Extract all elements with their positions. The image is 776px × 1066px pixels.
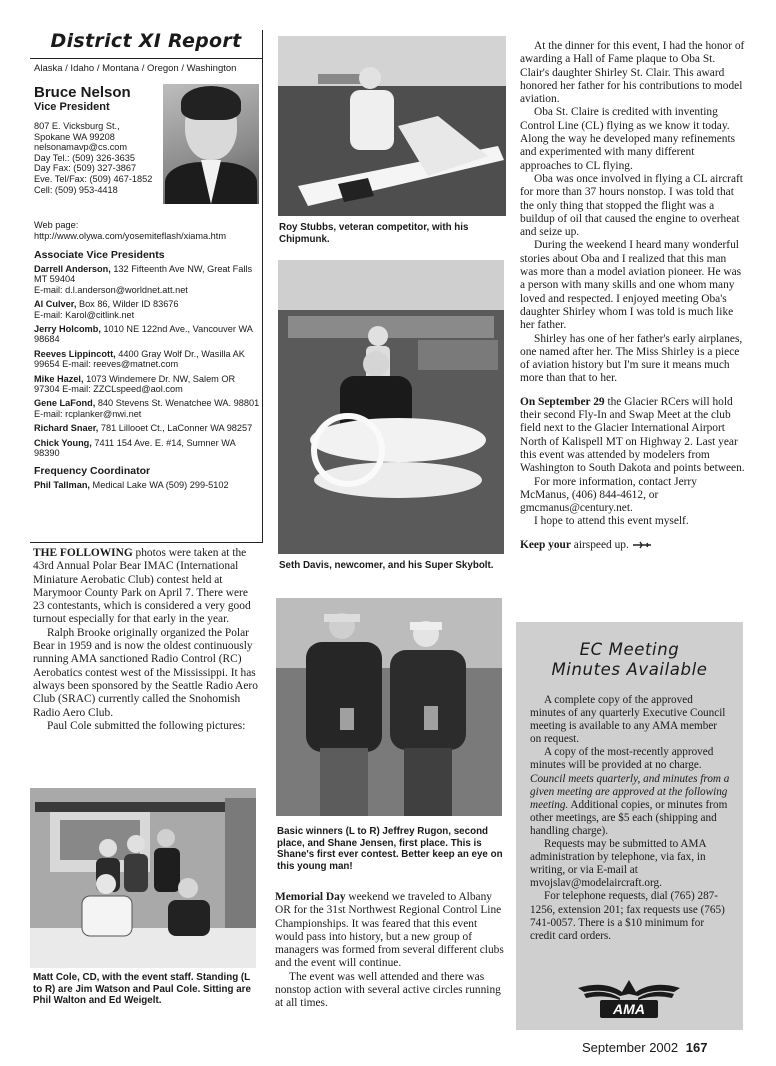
ec-paragraph: A copy of the most-recently approved minutes will be provided at no charge. Council meets quarterly, and minutes from a given meeting are approved at the following meeting. Additional copies, or minutes from other meetings, are $5 each (shipping and handling charge). <box>530 746 730 837</box>
associate-entry: Al Culver, Box 86, Wilder ID 83676 E-mail: Karol@citlink.net <box>34 299 179 320</box>
associate-entry: Gene LaFond, 840 Stevens St. Wenatchee WA. 98801 E-mail: rcplanker@nwi.net <box>34 398 260 419</box>
associate-entry: Richard Snaer, 781 Lillooet Ct., LaConner WA 98257 <box>34 423 253 434</box>
signoff: Keep your airspeed up. <box>520 539 746 552</box>
basic-caption: Basic winners (L to R) Jeffrey Rugon, second place, and Shane Jensen, first place. This is Shane's first ever contest. Better keep an eye on this young man! <box>277 826 503 872</box>
basic-winners-photo <box>276 598 502 816</box>
ec-paragraph: A complete copy of the approved minutes of any quarterly Executive Council meeting is available to any AMA member on request. <box>530 694 726 746</box>
ec-paragraph: Requests may be submitted to AMA administration by telephone, via fax, in writing, or via E-mail at mvojslav@modelaircraft.org. <box>530 838 706 890</box>
ec-paragraph: For telephone requests, dial (765) 287-1256, extension 201; fax requests use (765) 741-0057. There is a $10 minimum for credit card orders. <box>530 890 725 942</box>
memorial-day-article <box>275 891 505 1011</box>
seth-davis-photo <box>278 260 504 554</box>
ama-logo <box>574 974 684 1020</box>
article-paragraph: Oba St. Claire is credited with inventing Control Line (CL) flying as we know it today. Along the way he developed many refinements and experimented with many different approaches to CL flying. <box>520 106 736 172</box>
article-paragraph: Oba was once involved in flying a CL aircraft for more than 37 hours nonstop. I was told that the only thing that stopped the flight was a buildup of oil that caused the engine to overheat and seize up. <box>520 172 743 239</box>
district-title: District XI Report <box>50 30 242 52</box>
vp-portrait-photo <box>163 84 259 204</box>
article-paragraph: Paul Cole submitted the following pictures: <box>47 719 246 732</box>
article-paragraph: Shirley has one of her father's early airplanes, one named after her. The Miss Shirley is a piece of aviation history but I'm sure it means much more than that to her. <box>520 332 743 385</box>
vp-fax: Day Fax: (509) 327-3867 <box>34 163 137 174</box>
airplane-icon <box>632 541 652 550</box>
event-staff-photo <box>30 788 256 968</box>
oba-article <box>520 40 746 552</box>
vp-web-label: Web page: <box>34 220 79 230</box>
ec-body <box>516 694 743 943</box>
associates-heading: Associate Vice Presidents <box>34 249 165 261</box>
page-footer <box>582 1040 707 1055</box>
vp-title: Vice President <box>34 101 110 113</box>
article-paragraph: Memorial Day weekend we traveled to Albany OR for the 31st Northwest Regional Control Line Championships. It was feared that this event would pass into history, but a new group of managers was formed from several different clubs and the event will continue. <box>275 891 504 970</box>
vp-web-link[interactable]: http://www.olywa.com/yosemiteflash/xiama.htm <box>34 230 226 241</box>
page-number: 167 <box>685 1040 708 1055</box>
vp-eve-phone: Eve. Tel/Fax: (509) 467-1852 <box>34 173 153 184</box>
vp-address-line: 807 E. Vicksburg St., <box>34 121 120 131</box>
article-paragraph: Ralph Brooke originally organized the Polar Bear in 1959 and is now the oldest continuously running AMA sanctioned Radio Control (RC) Aerobatics contest west of the Mississippi. It has always been sponsored by the Seattle Radio Aero Club (SRAC) currently called the Snohomish Radio Aero Club. <box>33 626 258 719</box>
vp-cell: Cell: (509) 953-4418 <box>34 184 118 195</box>
roy-caption: Roy Stubbs, veteran competitor, with his Chipmunk. <box>279 222 469 245</box>
vp-phone: Day Tel.: (509) 326-3635 <box>34 152 135 163</box>
vp-web <box>34 220 262 241</box>
article-paragraph: I hope to attend this event myself. <box>534 515 689 528</box>
seth-caption: Seth Davis, newcomer, and his Super Skybolt. <box>279 560 494 571</box>
vp-address <box>34 121 164 195</box>
polar-bear-article <box>33 547 259 733</box>
freq-heading: Frequency Coordinator <box>34 464 151 477</box>
issue-date: September 2002 <box>582 1040 679 1055</box>
freq-coordinator: Phil Tallman, Medical Lake WA (509) 299-5102 <box>34 479 229 490</box>
district-states: Alaska / Idaho / Montana / Oregon / Washington <box>34 63 237 74</box>
associate-entry: Chick Young, 7411 154 Ave. E. #14, Sumner WA 98390 <box>34 437 236 459</box>
ama-logo-text: AMA <box>613 1001 645 1017</box>
associate-entry: Reeves Lippincott, 4400 Gray Wolf Dr., Wasilla AK 99654 E-mail: reeves@matnet.com <box>34 348 245 370</box>
staff-caption: Matt Cole, CD, with the event staff. Standing (L to R) are Jim Watson and Paul Cole. Sitting are Phil Walton and Ed Weigelt. <box>33 972 251 1006</box>
vp-block <box>30 84 262 216</box>
vp-name: Bruce Nelson <box>34 84 131 101</box>
ec-title: EC Meeting Minutes Available <box>551 640 708 679</box>
vp-address-line: Spokane WA 99208 <box>34 131 115 142</box>
article-paragraph: At the dinner for this event, I had the honor of awarding a Hall of Fame plaque to Oba St. Clair's daughter Shirley St. Clair. This award honored her father for his contributions to model aviation. <box>520 40 745 106</box>
title-rule <box>30 58 262 59</box>
associate-entry: Mike Hazel, 1073 Windemere Dr. NW, Salem OR 97304 E-mail: ZZCLspeed@aol.com <box>34 373 236 395</box>
ec-meeting-box <box>516 622 743 1030</box>
article-paragraph: The event was well attended and there was nonstop action with several active circles running at all times. <box>275 970 501 1010</box>
article-paragraph: For more information, contact Jerry McManus, (406) 844-4612, or gmcmanus@century.net. <box>520 475 697 515</box>
district-info-box <box>30 30 263 543</box>
article-paragraph: On September 29 the Glacier RCers will hold their second Fly-In and Swap Meet at the club field next to the Glacier International Airport North of Kalispell MT on Highway 2. Last year this event was attended by modelers from Washington to South Dakota and points between. <box>520 395 745 475</box>
article-paragraph: THE FOLLOWING photos were taken at the 43rd Annual Polar Bear IMAC (International Miniature Aerobatic Club) contest held at Marymoor County Park on April 7. There were 23 contestants, which is considered a very good turnout especially for that early in the year. <box>33 547 251 626</box>
associate-entry: Jerry Holcomb, 1010 NE 122nd Ave., Vancouver WA 98684 <box>34 324 253 345</box>
vp-email[interactable]: nelsonamavp@cs.com <box>34 142 128 153</box>
roy-stubbs-photo <box>278 36 506 216</box>
associate-entry: Darrell Anderson, 132 Fifteenth Ave NW, Great Falls MT 59404 E-mail: d.l.anderson@worldnet.att.net <box>34 264 253 295</box>
article-paragraph: During the weekend I heard many wonderful stories about Oba and I realized that this man was more than a model aviation pioneer. He was a person with many skills and one whom many loved and respected. I enjoyed meeting Oba's daughter Shirley whom I was told is much like her father. <box>520 239 742 332</box>
